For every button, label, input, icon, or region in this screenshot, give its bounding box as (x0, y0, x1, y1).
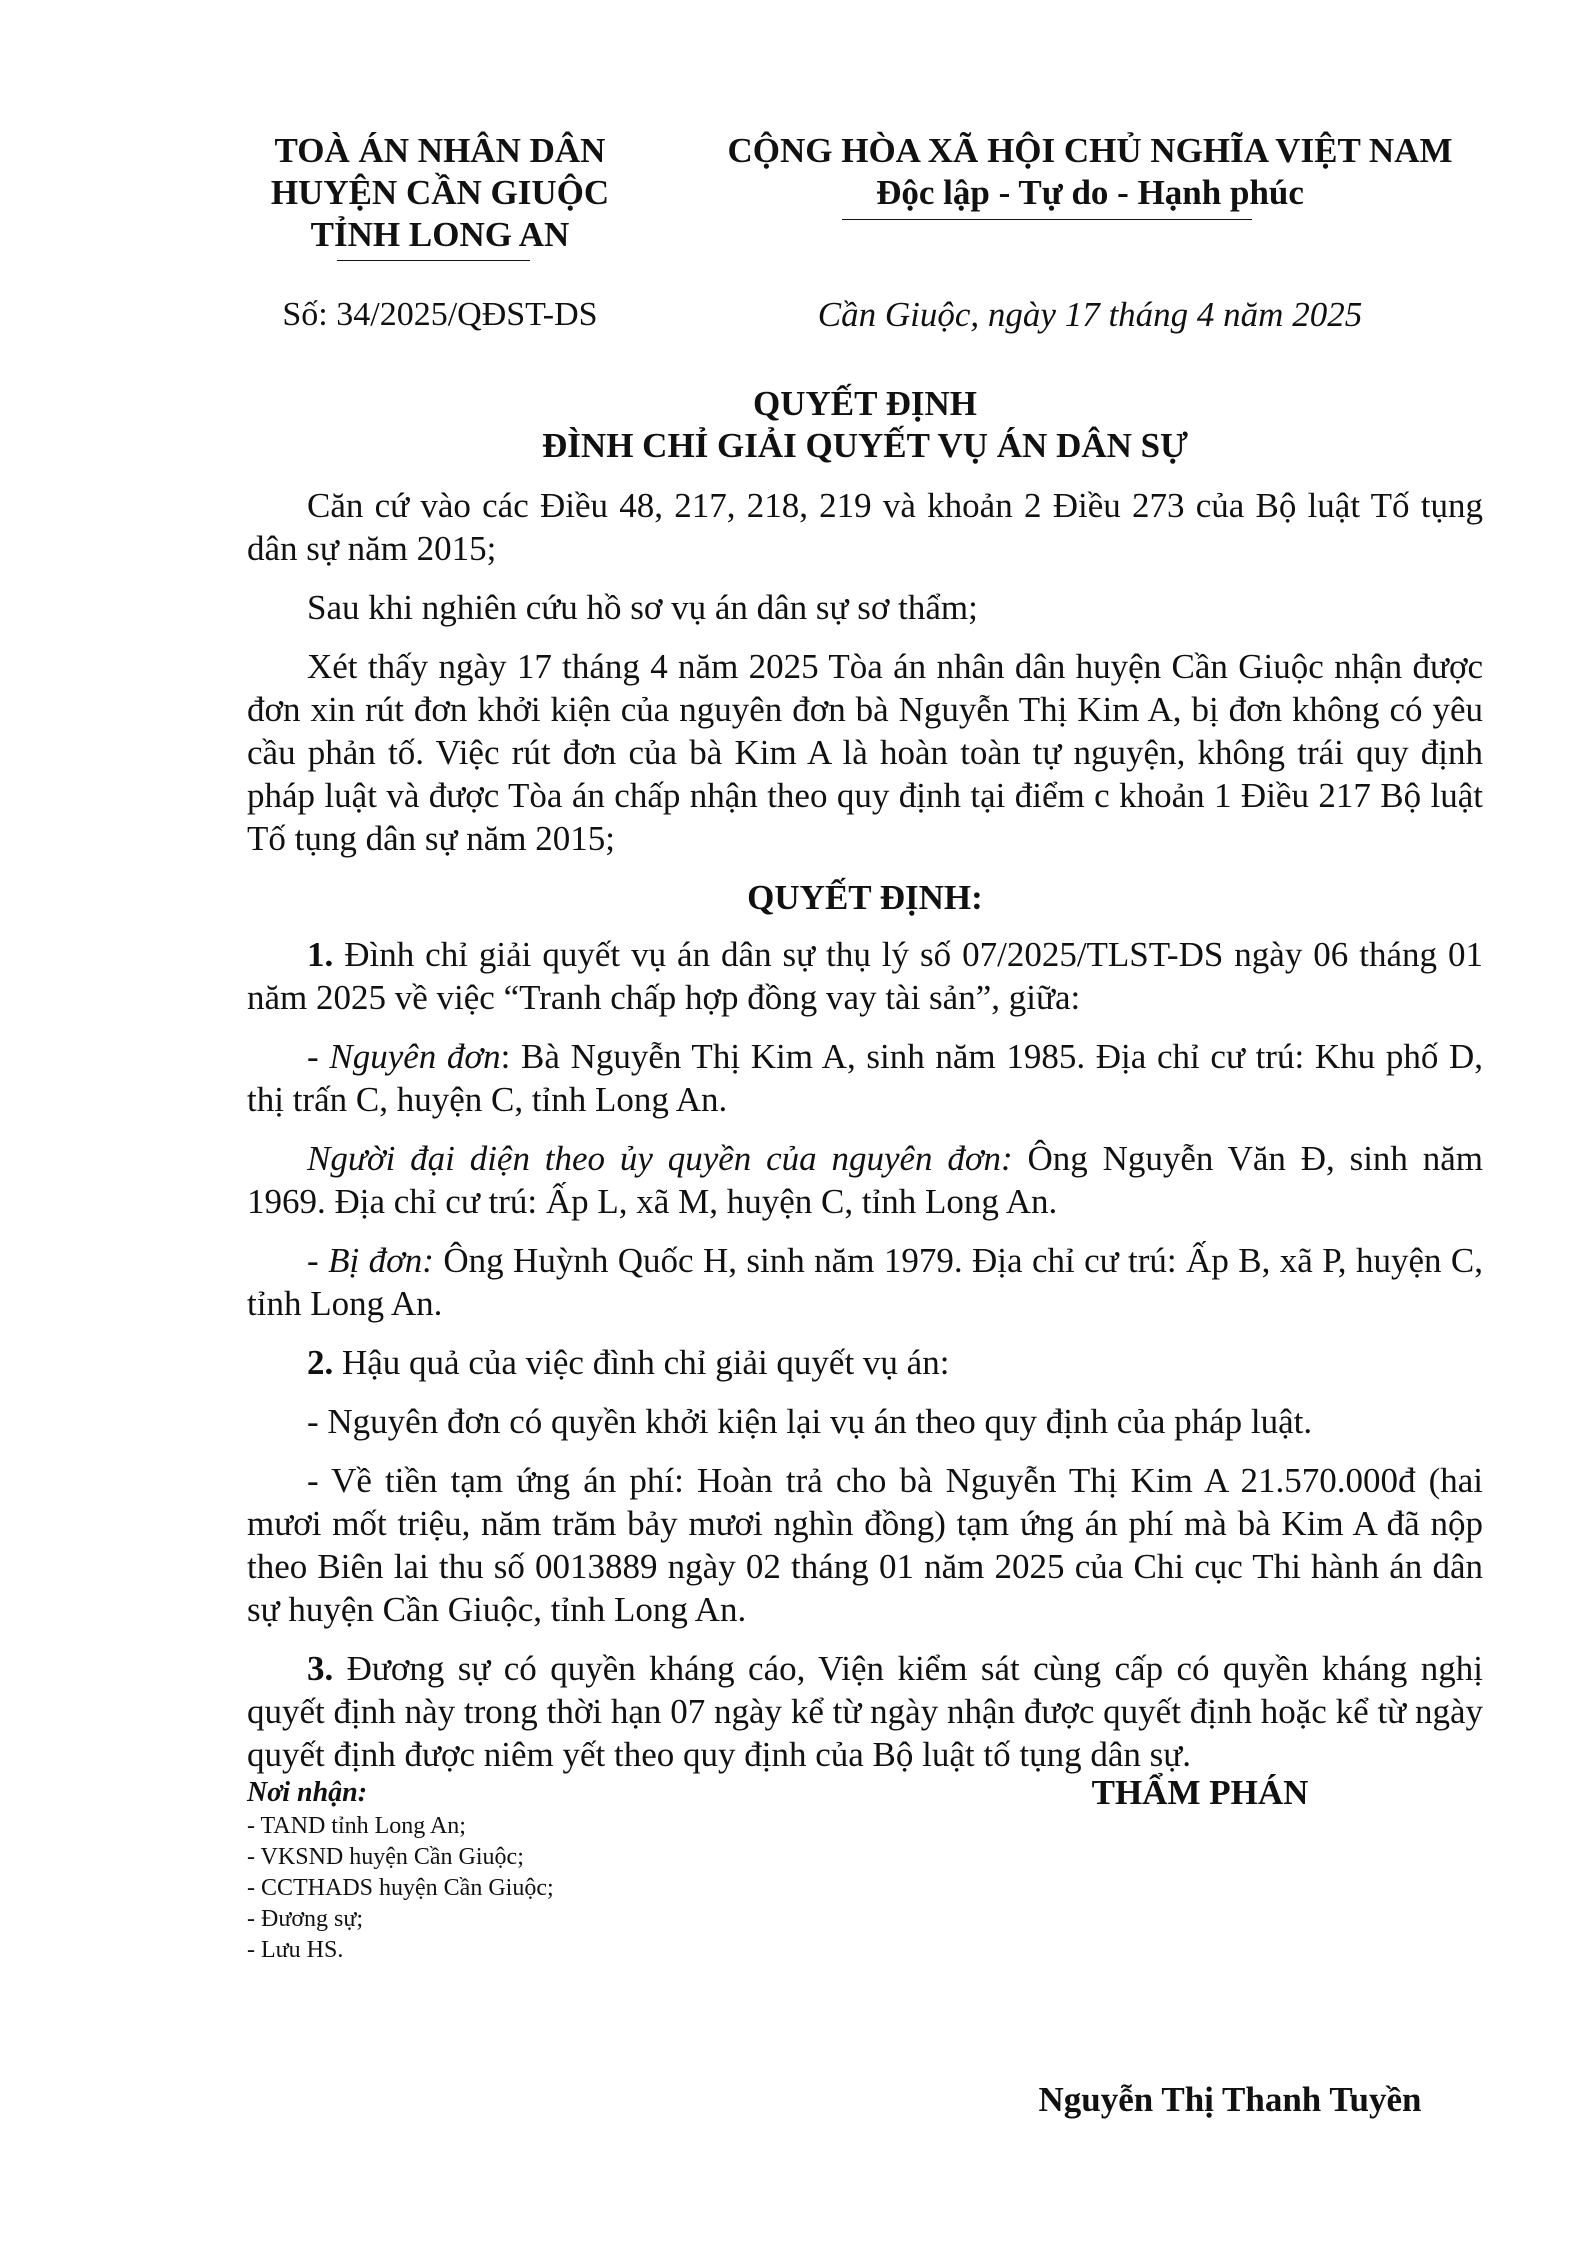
item-1-number: 1. (307, 935, 334, 974)
plaintiff-text: : Bà Nguyễn Thị Kim A, sinh năm 1985. Địa chỉ cư trú: Khu phố D, thị trấn C, huyện C, tỉnh Long An. (247, 1037, 1484, 1119)
recipient-item: - VKSND huyện Cần Giuộc; (247, 1844, 524, 1870)
item-2-number: 2. (307, 1343, 334, 1382)
motto-underline (842, 219, 1252, 220)
recipient-item: - Lưu HS. (247, 1937, 344, 1963)
court-name-line3: TỈNH LONG AN (310, 215, 570, 254)
plaintiff-info (247, 1035, 1483, 1121)
defendant-label: Bị đơn: (328, 1241, 434, 1280)
court-name-line2: HUYỆN CẦN GIUỘC (270, 173, 610, 212)
national-header (650, 130, 1530, 214)
plaintiff-dash: - (307, 1037, 330, 1076)
document-date: Cần Giuộc, ngày 17 tháng 4 năm 2025 (817, 295, 1363, 334)
document-title (247, 383, 1483, 467)
item-2-text: Hậu quả của việc đình chỉ giải quyết vụ án: (333, 1343, 950, 1382)
item-2-fee-refund: - Về tiền tạm ứng án phí: Hoàn trả cho bà Nguyễn Thị Kim A 21.570.000đ (hai mươi mốt triệu, năm trăm bảy mươi nghìn đồng) tạm ứng án phí mà bà Kim A đã nộp theo Biên lai thu số 0013889 ngày 02 tháng 01 năm 2025 của Chi cục Thi hành án dân sự huyện Cần Giuộc, tỉnh Long An. (247, 1461, 1483, 1629)
recipient-item: - Đương sự; (247, 1906, 364, 1932)
decision-item-1 (247, 933, 1483, 1019)
decision-heading: QUYẾT ĐỊNH: (747, 878, 983, 917)
defendant-dash: - (307, 1241, 329, 1280)
preamble-findings: Xét thấy ngày 17 tháng 4 năm 2025 Tòa án nhân dân huyện Cần Giuộc nhận được đơn xin rút đơn khởi kiện của nguyên đơn bà Nguyễn Thị Kim A, bị đơn không có yêu cầu phản tố. Việc rút đơn của bà Kim A là hoàn toàn tự nguyện, không trái quy định pháp luật và được Tòa án chấp nhận theo quy định tại điểm c khoản 1 Điều 217 Bộ luật Tố tụng dân sự năm 2015; (247, 647, 1483, 858)
decision-item-3 (247, 1647, 1483, 1776)
representative-label: Người đại diện theo ủy quyền của nguyên đơn: (307, 1139, 1013, 1178)
preamble-review: Sau khi nghiên cứu hồ sơ vụ án dân sự sơ thẩm; (307, 588, 978, 627)
national-motto: Độc lập - Tự do - Hạnh phúc (876, 173, 1304, 212)
title-line2: ĐÌNH CHỈ GIẢI QUYẾT VỤ ÁN DÂN SỰ (542, 426, 1188, 465)
representative-text: Ông Nguyễn Văn Đ, sinh năm 1969. Địa chỉ cư trú: Ấp L, xã M, huyện C, tỉnh Long An. (247, 1139, 1483, 1221)
court-header (220, 130, 660, 256)
document-body (247, 484, 1483, 1792)
item-1-text: Đình chỉ giải quyết vụ án dân sự thụ lý số 07/2025/TLST-DS ngày 06 tháng 01 năm 2025 về việc “Tranh chấp hợp đồng vay tài sản”, giữa: (247, 935, 1483, 1017)
signer-name: Nguyễn Thị Thanh Tuyền (1038, 2080, 1422, 2119)
title-line1: QUYẾT ĐỊNH (753, 384, 977, 423)
recipient-item: - TAND tỉnh Long An; (247, 1813, 466, 1839)
court-underline (337, 260, 530, 261)
recipients-block (247, 1775, 554, 1966)
item-3-text: Đương sự có quyền kháng cáo, Viện kiểm sát cùng cấp có quyền kháng nghị quyết định này trong thời hạn 07 ngày kể từ ngày nhận được quyết định hoặc kể từ ngày quyết định được niêm yết theo quy định của Bộ luật tố tụng dân sự. (247, 1649, 1483, 1774)
document-number: Số: 34/2025/QĐST-DS (282, 296, 598, 333)
defendant-text: Ông Huỳnh Quốc H, sinh năm 1979. Địa chỉ cư trú: Ấp B, xã P, huyện C, tỉnh Long An. (247, 1241, 1483, 1323)
item-3-number: 3. (307, 1649, 334, 1688)
national-name: CỘNG HÒA XÃ HỘI CHỦ NGHĨA VIỆT NAM (727, 131, 1453, 170)
recipient-item: - CCTHADS huyện Cần Giuộc; (247, 1875, 554, 1901)
preamble-legal-basis: Căn cứ vào các Điều 48, 217, 218, 219 và khoản 2 Điều 273 của Bộ luật Tố tụng dân sự năm 2015; (247, 486, 1483, 568)
recipients-title: Nơi nhận: (247, 1777, 368, 1808)
item-2-right-to-resue: - Nguyên đơn có quyền khởi kiện lại vụ án theo quy định của pháp luật. (307, 1402, 1313, 1441)
defendant-info (247, 1239, 1483, 1325)
plaintiff-label: Nguyên đơn (329, 1037, 501, 1076)
representative-info (247, 1137, 1483, 1223)
court-name-line1: TOÀ ÁN NHÂN DÂN (274, 131, 606, 170)
signer-role: THẨM PHÁN (1091, 1773, 1309, 1812)
decision-item-2 (247, 1341, 1483, 1384)
